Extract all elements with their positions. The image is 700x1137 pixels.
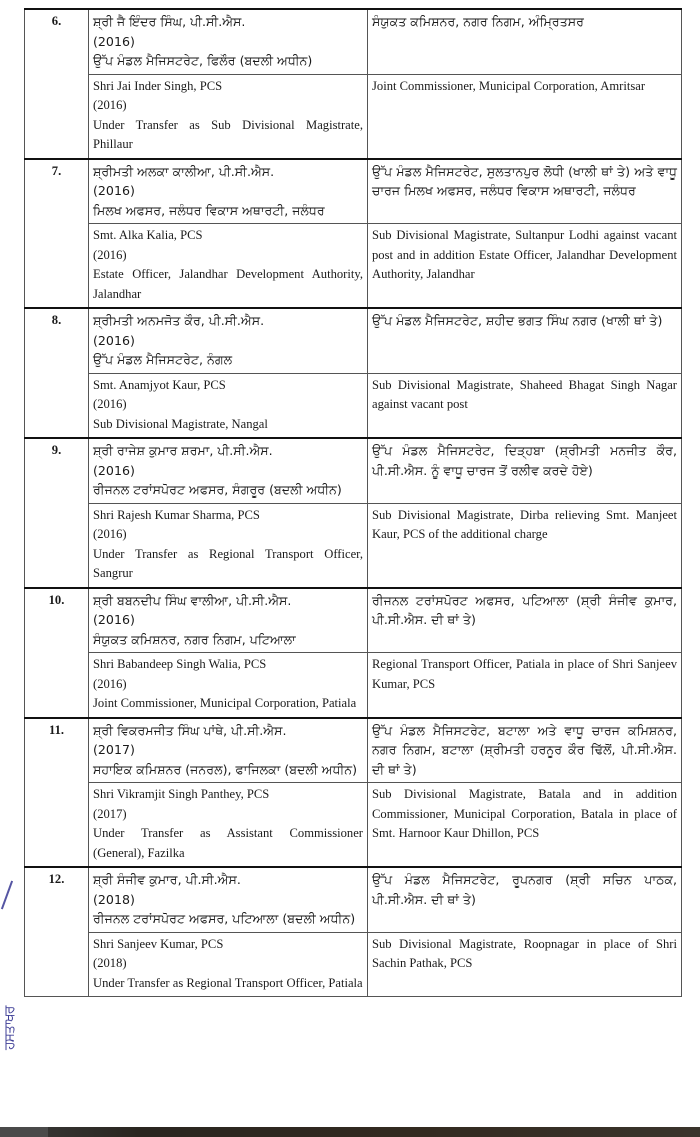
new-posting-punjabi: ਉੱਪ ਮੰਡਲ ਮੈਜਿਸਟਰੇਟ, ਰੂਪਨਗਰ (ਸ਼੍ਰੀ ਸਚਿਨ ਪਾਠਕ, ਪੀ.ਸੀ.ਐਸ. ਦੀ ਥਾਂ ਤੇ) bbox=[368, 867, 682, 932]
table-row-punjabi bbox=[25, 438, 682, 503]
officer-batch-year: (2016) bbox=[93, 332, 135, 348]
officer-batch-year-english: (2016) bbox=[93, 676, 127, 691]
serial-number: 12. bbox=[25, 867, 89, 997]
officer-name-english: Smt. Alka Kalia, PCS bbox=[93, 228, 203, 242]
transfer-table-body bbox=[25, 9, 682, 997]
officer-name-english: Shri Babandeep Singh Walia, PCS bbox=[93, 657, 267, 671]
table-row-punjabi bbox=[25, 588, 682, 653]
officer-punjabi-cell bbox=[89, 718, 368, 783]
officer-batch-year: (2016) bbox=[93, 33, 135, 49]
officer-punjabi-cell bbox=[89, 438, 368, 503]
officer-english-cell bbox=[89, 932, 368, 997]
new-posting-english: Joint Commissioner, Municipal Corporation, Amritsar bbox=[368, 74, 682, 159]
handwritten-signature: ਹਸਤਾਖਰ bbox=[2, 1006, 18, 1050]
officer-name-punjabi: ਸ਼੍ਰੀ ਵਿਕਰਮਜੀਤ ਸਿੰਘ ਪਾਂਥੇ, ਪੀ.ਸੀ.ਐਸ. bbox=[93, 722, 287, 738]
officer-english-cell bbox=[89, 503, 368, 588]
officer-name-english: Smt. Anamjyot Kaur, PCS bbox=[93, 377, 226, 392]
new-posting-punjabi: ਉੱਪ ਮੰਡਲ ਮੈਜਿਸਟਰੇਟ, ਦਿੜ੍ਹਬਾ (ਸ਼੍ਰੀਮਤੀ ਮਨਜੀਤ ਕੌਰ, ਪੀ.ਸੀ.ਐਸ. ਨੂੰ ਵਾਧੂ ਚਾਰਜ ਤੋਂ ਰਲੀਵ ਕਰਦੇ ਹੋਏ) bbox=[368, 438, 682, 503]
table-row-english bbox=[25, 932, 682, 997]
officer-punjabi-cell bbox=[89, 308, 368, 373]
new-posting-english: Sub Divisional Magistrate, Batala and in addition Commissioner, Municipal Corporation, Batala in place of Smt. Harnoor Kaur Dhillon, PCS bbox=[368, 783, 682, 868]
officer-name-punjabi: ਸ਼੍ਰੀ ਰਾਜੇਸ਼ ਕੁਮਾਰ ਸ਼ਰਮਾ, ਪੀ.ਸੀ.ਐਸ. bbox=[93, 443, 273, 458]
current-posting-english: Sub Divisional Magistrate, Nangal bbox=[93, 416, 268, 431]
table-row-punjabi bbox=[25, 159, 682, 224]
table-row-punjabi bbox=[25, 718, 682, 783]
new-posting-punjabi: ਉੱਪ ਮੰਡਲ ਮੈਜਿਸਟਰੇਟ, ਸੁਲਤਾਨਪੁਰ ਲੋਧੀ (ਖਾਲੀ ਥਾਂ ਤੇ) ਅਤੇ ਵਾਧੂ ਚਾਰਜ ਮਿਲਖ ਅਫਸਰ, ਜਲੰਧਰ ਵਿਕਾਸ ਅਥਾਰਟੀ, ਜਲੰਧਰ bbox=[368, 159, 682, 224]
officer-batch-year-english: (2017) bbox=[93, 806, 127, 821]
officer-name-english: Shri Jai Inder Singh, PCS bbox=[93, 78, 223, 93]
table-row-english bbox=[25, 783, 682, 868]
officer-name-punjabi: ਸ਼੍ਰੀ ਬਬਨਦੀਪ ਸਿੰਘ ਵਾਲੀਆ, ਪੀ.ਸੀ.ਐਸ. bbox=[93, 592, 292, 608]
officer-batch-year-english: (2016) bbox=[93, 247, 127, 262]
current-posting-punjabi: ਮਿਲਖ ਅਫਸਰ, ਜਲੰਧਰ ਵਿਕਾਸ ਅਥਾਰਟੀ, ਜਲੰਧਰ bbox=[93, 202, 325, 218]
officer-name-punjabi: ਸ਼੍ਰੀ ਜੈ ਇੰਦਰ ਸਿੰਘ, ਪੀ.ਸੀ.ਐਸ. bbox=[93, 14, 246, 29]
table-row-punjabi bbox=[25, 867, 682, 932]
new-posting-punjabi: ਰੀਜਨਲ ਟਰਾਂਸਪੋਰਟ ਅਫਸਰ, ਪਟਿਆਲਾ (ਸ਼੍ਰੀ ਸੰਜੀਵ ਕੁਮਾਰ, ਪੀ.ਸੀ.ਐਸ. ਦੀ ਥਾਂ ਤੇ) bbox=[368, 588, 682, 653]
officer-batch-year: (2016) bbox=[93, 183, 135, 198]
current-posting-punjabi: ਰੀਜਨਲ ਟਰਾਂਸਪੋਰਟ ਅਫਸਰ, ਪਟਿਆਲਾ (ਬਦਲੀ ਅਧੀਨ) bbox=[93, 911, 356, 926]
table-row-english bbox=[25, 74, 682, 159]
current-posting-english: Under Transfer as Assistant Commissioner (General), Fazilka bbox=[93, 826, 363, 860]
new-posting-english: Sub Divisional Magistrate, Shaheed Bhagat Singh Nagar against vacant post bbox=[368, 373, 682, 438]
new-posting-english: Regional Transport Officer, Patiala in place of Shri Sanjeev Kumar, PCS bbox=[368, 653, 682, 718]
serial-number: 8. bbox=[25, 308, 89, 438]
officer-punjabi-cell bbox=[89, 867, 368, 932]
table-row-english bbox=[25, 503, 682, 588]
table-row-english bbox=[25, 224, 682, 309]
table-row-english bbox=[25, 653, 682, 718]
new-posting-punjabi: ਉੱਪ ਮੰਡਲ ਮੈਜਿਸਟਰੇਟ, ਬਟਾਲਾ ਅਤੇ ਵਾਧੂ ਚਾਰਜ ਕਮਿਸ਼ਨਰ, ਨਗਰ ਨਿਗਮ, ਬਟਾਲਾ (ਸ਼੍ਰੀਮਤੀ ਹਰਨੂਰ ਕੌਰ ਢਿੱਲੋਂ, ਪੀ.ਸੀ.ਐਸ. ਦੀ ਥਾਂ ਤੇ) bbox=[368, 718, 682, 783]
officer-batch-year: (2016) bbox=[93, 462, 135, 478]
officer-english-cell bbox=[89, 653, 368, 718]
officer-punjabi-cell bbox=[89, 588, 368, 653]
serial-number: 10. bbox=[25, 588, 89, 718]
officer-batch-year: (2016) bbox=[93, 612, 135, 627]
table-row-punjabi bbox=[25, 308, 682, 373]
current-posting-english: Estate Officer, Jalandhar Development Authority, Jalandhar bbox=[93, 267, 363, 301]
new-posting-english: Sub Divisional Magistrate, Sultanpur Lodhi against vacant post and in addition Estate Officer, Jalandhar Development Authority, Jalandhar bbox=[368, 224, 682, 309]
officer-punjabi-cell bbox=[89, 9, 368, 74]
officer-name-punjabi: ਸ਼੍ਰੀਮਤੀ ਅਲਕਾ ਕਾਲੀਆ, ਪੀ.ਸੀ.ਐਸ. bbox=[93, 163, 275, 179]
officer-name-english: Shri Vikramjit Singh Panthey, PCS bbox=[93, 787, 270, 801]
new-posting-english: Sub Divisional Magistrate, Roopnagar in place of Shri Sachin Pathak, PCS bbox=[368, 932, 682, 997]
officer-batch-year: (2018) bbox=[93, 891, 135, 907]
current-posting-punjabi: ਸਹਾਇਕ ਕਮਿਸ਼ਨਰ (ਜਨਰਲ), ਫਾਜਿਲਕਾ (ਬਦਲੀ ਅਧੀਨ) bbox=[93, 761, 358, 777]
officer-english-cell bbox=[89, 224, 368, 309]
officer-punjabi-cell bbox=[89, 159, 368, 224]
officer-name-punjabi: ਸ਼੍ਰੀ ਸੰਜੀਵ ਕੁਮਾਰ, ਪੀ.ਸੀ.ਐਸ. bbox=[93, 872, 241, 887]
table-row-english bbox=[25, 373, 682, 438]
current-posting-english: Under Transfer as Sub Divisional Magistrate, Phillaur bbox=[93, 117, 363, 151]
serial-number: 6. bbox=[25, 9, 89, 159]
current-posting-english: Under Transfer as Regional Transport Officer, Sangrur bbox=[93, 546, 363, 580]
bottom-edge-strip bbox=[0, 1127, 700, 1137]
serial-number: 7. bbox=[25, 159, 89, 309]
officer-batch-year: (2017) bbox=[93, 742, 135, 757]
officer-name-english: Shri Sanjeev Kumar, PCS bbox=[93, 936, 224, 951]
officer-name-english: Shri Rajesh Kumar Sharma, PCS bbox=[93, 507, 260, 522]
signature-stroke bbox=[1, 881, 13, 910]
officer-batch-year-english: (2016) bbox=[93, 98, 127, 112]
current-posting-punjabi: ਰੀਜਨਲ ਟਰਾਂਸਪੋਰਟ ਅਫਸਰ, ਸੰਗਰੂਰ (ਬਦਲੀ ਅਧੀਨ) bbox=[93, 482, 342, 497]
table-row-punjabi bbox=[25, 9, 682, 74]
officer-english-cell bbox=[89, 373, 368, 438]
current-posting-punjabi: ਸੰਯੁਕਤ ਕਮਿਸ਼ਨਰ, ਨਗਰ ਨਿਗਮ, ਪਟਿਆਲਾ bbox=[93, 631, 296, 647]
new-posting-english: Sub Divisional Magistrate, Dirba relieving Smt. Manjeet Kaur, PCS of the additional charge bbox=[368, 503, 682, 588]
current-posting-punjabi: ਉੱਪ ਮੰਡਲ ਮੈਜਿਸਟਰੇਟ, ਫਿਲੌਰ (ਬਦਲੀ ਅਧੀਨ) bbox=[93, 53, 313, 68]
new-posting-punjabi: ਸੰਯੁਕਤ ਕਮਿਸ਼ਨਰ, ਨਗਰ ਨਿਗਮ, ਅੰਮ੍ਰਿਤਸਰ bbox=[368, 9, 682, 74]
new-posting-punjabi: ਉੱਪ ਮੰਡਲ ਮੈਜਿਸਟਰੇਟ, ਸ਼ਹੀਦ ਭਗਤ ਸਿੰਘ ਨਗਰ (ਖਾਲੀ ਥਾਂ ਤੇ) bbox=[368, 308, 682, 373]
transfer-table bbox=[24, 8, 682, 997]
current-posting-english: Joint Commissioner, Municipal Corporation, Patiala bbox=[93, 696, 357, 710]
officer-english-cell bbox=[89, 783, 368, 868]
officer-english-cell bbox=[89, 74, 368, 159]
officer-batch-year-english: (2016) bbox=[93, 397, 127, 411]
officer-batch-year-english: (2018) bbox=[93, 956, 127, 970]
current-posting-english: Under Transfer as Regional Transport Officer, Patiala bbox=[93, 975, 363, 990]
serial-number: 9. bbox=[25, 438, 89, 588]
officer-name-punjabi: ਸ਼੍ਰੀਮਤੀ ਅਨਮਜੋਤ ਕੌਰ, ਪੀ.ਸੀ.ਐਸ. bbox=[93, 313, 265, 328]
serial-number: 11. bbox=[25, 718, 89, 868]
officer-batch-year-english: (2016) bbox=[93, 527, 127, 541]
current-posting-punjabi: ਉੱਪ ਮੰਡਲ ਮੈਜਿਸਟਰੇਟ, ਨੰਗਲ bbox=[93, 352, 233, 367]
